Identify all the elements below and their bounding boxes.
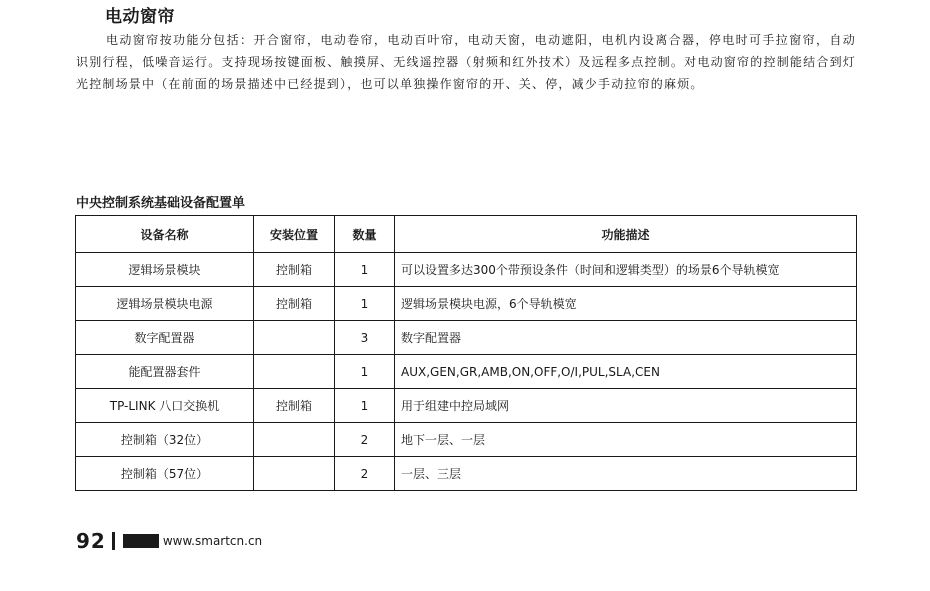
cell-quantity: 1	[335, 389, 395, 423]
cell-function-description: AUX,GEN,GR,AMB,ON,OFF,O/I,PUL,SLA,CEN	[395, 355, 857, 389]
cell-function-description: 逻辑场景模块电源，6个导轨模宽	[395, 287, 857, 321]
cell-quantity: 2	[335, 423, 395, 457]
cell-install-location	[254, 423, 335, 457]
cell-quantity: 3	[335, 321, 395, 355]
publisher-logo	[123, 534, 159, 548]
cell-device-name: 能配置器套件	[76, 355, 254, 389]
cell-quantity: 1	[335, 253, 395, 287]
table-row	[76, 355, 857, 389]
intro-paragraph: 电动窗帘按功能分包括：开合窗帘，电动卷帘，电动百叶帘，电动天窗，电动遮阳，电机内设离合器，停电时可手拉窗帘，自动识别行程，低噪音运行。支持现场按键面板、触摸屏、无线遥控器（射频和红外技术）及远程多点控制。对电动窗帘的控制能结合到灯光控制场景中（在前面的场景描述中已经提到），也可以单独操作窗帘的开、关、停，减少手动拉帘的麻烦。	[76, 33, 856, 91]
cell-function-description: 可以设置多达300个带预设条件（时间和逻辑类型）的场景6个导轨模宽	[395, 253, 857, 287]
cell-install-location	[254, 457, 335, 491]
header-install-location: 安装位置	[254, 216, 335, 253]
cell-device-name: 控制箱（57位）	[76, 457, 254, 491]
cell-install-location: 控制箱	[254, 389, 335, 423]
cell-install-location: 控制箱	[254, 253, 335, 287]
cell-function-description: 数字配置器	[395, 321, 857, 355]
website-url: www.smartcn.cn	[162, 534, 263, 548]
table-row	[76, 457, 857, 491]
cell-device-name: 数字配置器	[76, 321, 254, 355]
page-footer	[76, 529, 262, 553]
table-title: 中央控制系统基础设备配置单	[76, 196, 246, 211]
table-row	[76, 287, 857, 321]
cell-device-name: 逻辑场景模块电源	[76, 287, 254, 321]
table-row	[76, 389, 857, 423]
cell-device-name: TP-LINK 八口交换机	[76, 389, 254, 423]
header-device-name: 设备名称	[76, 216, 254, 253]
section-title: 电动窗帘	[105, 7, 175, 27]
footer-divider	[112, 532, 115, 550]
page-number: 92	[76, 529, 106, 553]
cell-function-description: 用于组建中控局域网	[395, 389, 857, 423]
equipment-config-table	[75, 215, 857, 491]
cell-install-location	[254, 321, 335, 355]
cell-device-name: 逻辑场景模块	[76, 253, 254, 287]
cell-install-location: 控制箱	[254, 287, 335, 321]
table-row	[76, 423, 857, 457]
cell-quantity: 1	[335, 287, 395, 321]
header-function-description: 功能描述	[395, 216, 857, 253]
cell-function-description: 一层、三层	[395, 457, 857, 491]
table-header-row	[76, 216, 857, 253]
cell-function-description: 地下一层、一层	[395, 423, 857, 457]
table-row	[76, 253, 857, 287]
cell-device-name: 控制箱（32位）	[76, 423, 254, 457]
table-row	[76, 321, 857, 355]
cell-quantity: 2	[335, 457, 395, 491]
cell-install-location	[254, 355, 335, 389]
cell-quantity: 1	[335, 355, 395, 389]
header-quantity: 数量	[335, 216, 395, 253]
